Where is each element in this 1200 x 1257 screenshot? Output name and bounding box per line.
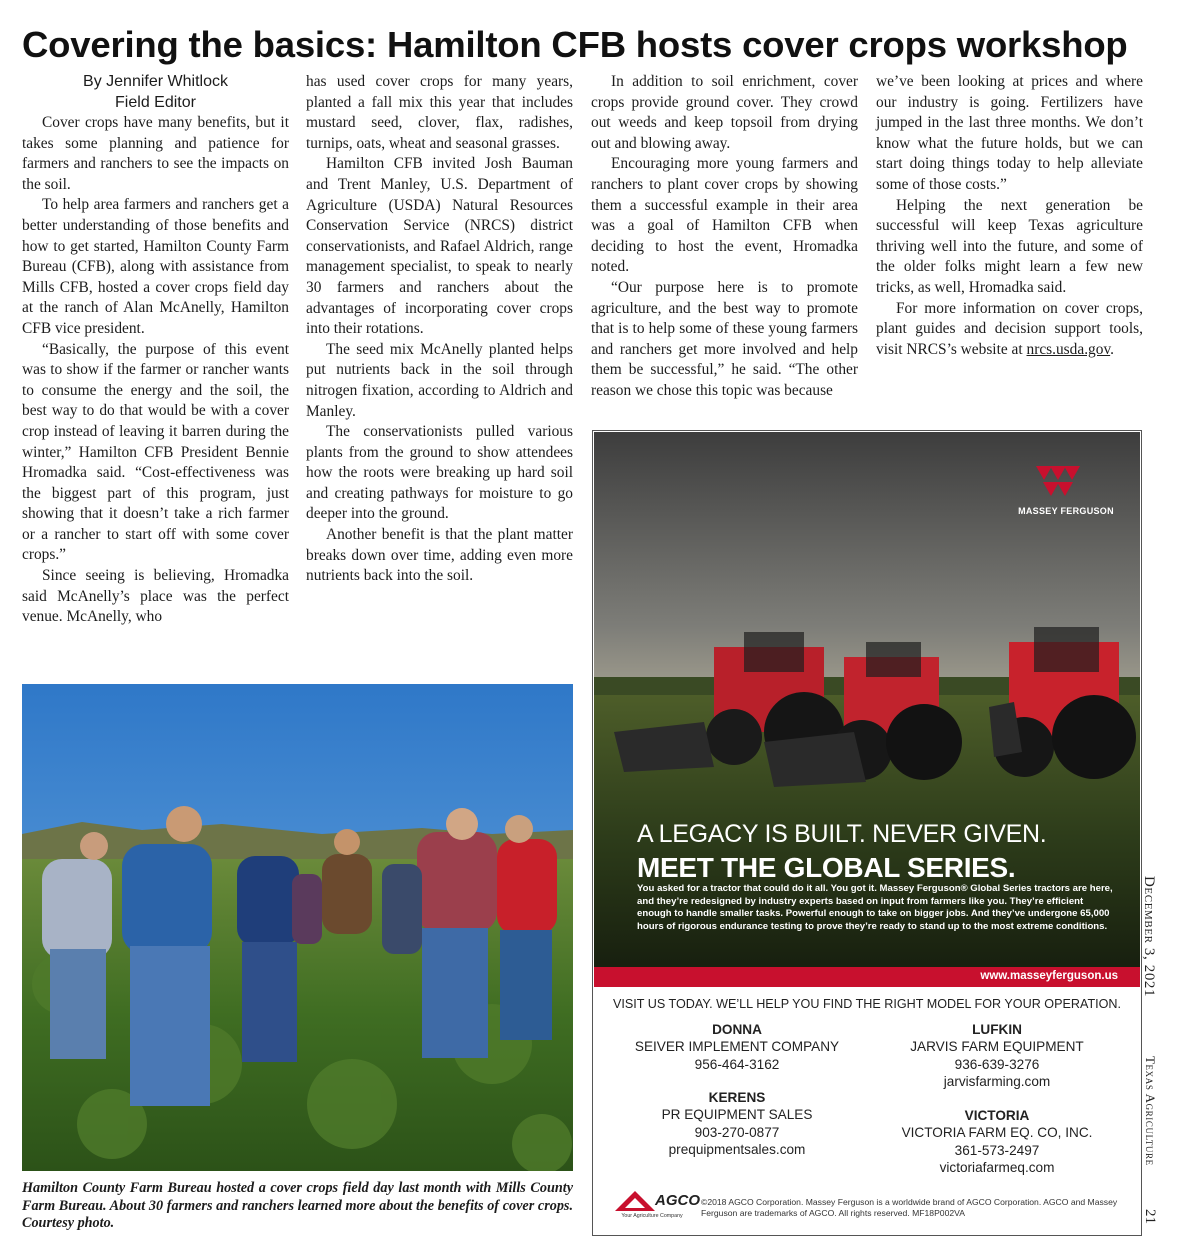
dealer-victoria bbox=[867, 1107, 1127, 1177]
massey-ferguson-ad bbox=[592, 430, 1142, 1236]
dealer-donna bbox=[607, 1021, 867, 1073]
dealer-phone: 361-573-2497 bbox=[954, 1142, 1040, 1158]
field-day-photo-image bbox=[22, 684, 573, 1171]
headline: Covering the basics: Hamilton CFB hosts cover crops workshop bbox=[22, 24, 1128, 65]
article-column-2 bbox=[306, 72, 573, 587]
photo-caption: Hamilton County Farm Bureau hosted a cover crops field day last month with Mills County Farm Bureau. About 30 farmers and ranchers learned more about the benefits of cover crops. Courtesy photo. bbox=[22, 1180, 573, 1232]
paragraph: “Basically, the purpose of this event was to show if the farmer or rancher wants to consume the energy and the soil, the best way to do that would be with a cover crop instead of leaving it barren during the winter,” Hamilton CFB President Bennie Hromadka said. “Cost-effectiveness was the biggest part of this program, just showing that it doesn’t take a rich farmer or a rancher to start off with some cover crops.” bbox=[22, 340, 289, 564]
dealer-city: LUFKIN bbox=[972, 1022, 1022, 1037]
agco-wordmark: AGCO bbox=[655, 1192, 700, 1209]
dealer-kerens bbox=[607, 1089, 867, 1159]
ad-visit-text: VISIT US TODAY. WE’LL HELP YOU FIND THE RIGHT MODEL FOR YOUR OPERATION. bbox=[612, 997, 1122, 1011]
byline-title: Field Editor bbox=[115, 93, 196, 111]
ad-hero-image bbox=[594, 432, 1140, 987]
ad-body-copy: You asked for a tractor that could do it all. You got it. Massey Ferguson® Global Series tractors are here, and they’re redesigned by industry experts based on input from farmers like you. They’re efficient enough to handle smaller tasks. Powerful enough to take on bigger jobs. And they’ve undergone 65,000 hours of rigorous endurance testing to prove they’re ready to stand up to the most extreme conditions. bbox=[637, 883, 1113, 932]
paragraph: has used cover crops for many years, planted a fall mix this year that includes mustard seed, clover, flax, radishes, turnips, oats, wheat and seasonal grasses. bbox=[306, 73, 573, 152]
dealer-lufkin bbox=[867, 1021, 1127, 1091]
paragraph: To help area farmers and ranchers get a better understanding of those benefits and how to get started, Hamilton County Farm Bureau (CFB), along with assistance from Mills CFB, hosted a cover crops field day at the ranch of Alan McAnelly, Hamilton CFB vice president. bbox=[22, 196, 289, 337]
ad-url-link[interactable]: www.masseyferguson.us bbox=[980, 970, 1118, 982]
dealer-city: KERENS bbox=[708, 1090, 766, 1105]
ad-tagline: A LEGACY IS BUILT. NEVER GIVEN. bbox=[637, 820, 1047, 848]
dealer-phone: 956-464-3162 bbox=[694, 1056, 780, 1072]
ad-headline: MEET THE GLOBAL SERIES. bbox=[637, 852, 1016, 883]
ad-brand-name: MASSEY FERGUSON bbox=[1018, 506, 1114, 516]
paragraph: Another benefit is that the plant matter breaks down over time, adding even more nutrients back into the soil. bbox=[306, 526, 573, 585]
agco-triangle-icon bbox=[615, 1191, 655, 1213]
dealer-name: SEIVER IMPLEMENT COMPANY bbox=[634, 1039, 840, 1055]
paragraph: In addition to soil enrichment, cover crops provide ground cover. They crowd out weeds and keep topsoil from drying out and blowing away. bbox=[591, 73, 858, 152]
page-date: December 3, 2021 bbox=[1141, 876, 1157, 998]
paragraph: Since seeing is believing, Hromadka said McAnelly’s place was the perfect venue. McAnelly, who bbox=[22, 567, 289, 626]
agco-logo bbox=[615, 1191, 700, 1225]
dealer-name: JARVIS FARM EQUIPMENT bbox=[910, 1039, 1084, 1055]
ad-legal-text: ©2018 AGCO Corporation. Massey Ferguson is a worldwide brand of AGCO Corporation. AGCO and Massey Ferguson are trademarks of AGCO. All rights reserved. MF18P002VA bbox=[701, 1197, 1118, 1219]
byline-name: By Jennifer Whitlock bbox=[83, 73, 228, 90]
dealer-name: VICTORIA FARM EQ. CO, INC. bbox=[901, 1125, 1093, 1141]
article-column-1 bbox=[22, 72, 289, 628]
agco-tagline: Your Agriculture Company bbox=[621, 1213, 683, 1219]
paragraph bbox=[876, 299, 1143, 361]
dealer-phone: 903-270-0877 bbox=[694, 1124, 780, 1140]
page-number: 21 bbox=[1142, 1209, 1158, 1224]
field-day-photo bbox=[22, 684, 573, 1171]
publication-name: Texas Agriculture bbox=[1143, 1056, 1158, 1166]
dealer-website[interactable]: jarvisfarming.com bbox=[943, 1074, 1051, 1090]
nrcs-link[interactable]: nrcs.usda.gov bbox=[1026, 340, 1111, 358]
paragraph: Hamilton CFB invited Josh Bauman and Trent Manley, U.S. Department of Agriculture (USDA) Natural Resources Conservation Service (NRCS) district conservationists, and Rafael Aldrich, range management specialist, to speak to nearly 30 farmers and ranchers about the advantages of incorporating cover crops into their rotations. bbox=[306, 155, 573, 338]
ad-url-bar bbox=[594, 967, 1140, 987]
paragraph: “Our purpose here is to promote agriculture, and the best way to promote that is to help some of these young farmers and ranchers get more involved and help them be successful,” he said. “The other reason we chose this topic was because bbox=[591, 278, 858, 399]
paragraph: we’ve been looking at prices and where our industry is going. Fertilizers have jumped in the last three months. We don’t know what the future holds, but we can start doing things today to help alleviate some of those costs.” bbox=[876, 73, 1143, 193]
dealer-city: VICTORIA bbox=[964, 1108, 1030, 1123]
paragraph: The conservationists pulled various plants from the ground to show attendees how the roots were breaking up hard soil and creating pathways for moisture to go deeper into the ground. bbox=[306, 423, 573, 523]
paragraph-text: For more information on cover crops, plant guides and decision support tools, visit NRCS’s website at bbox=[876, 299, 1143, 358]
article-column-3 bbox=[591, 72, 858, 402]
paragraph: Cover crops have many benefits, but it takes some planning and patience for farmers and ranchers to see the impacts on the soil. bbox=[22, 114, 289, 193]
article-column-4 bbox=[876, 72, 1143, 360]
paragraph: Encouraging more young farmers and ranchers to plant cover crops by showing them a successful example in their area was a goal of Hamilton CFB when deciding to host the event, Hromadka noted. bbox=[591, 155, 858, 276]
dealer-name: PR EQUIPMENT SALES bbox=[661, 1107, 813, 1123]
dealer-website[interactable]: prequipmentsales.com bbox=[668, 1142, 806, 1158]
dealer-website[interactable]: victoriafarmeq.com bbox=[939, 1160, 1055, 1176]
dealer-city: DONNA bbox=[712, 1022, 762, 1037]
dealer-phone: 936-639-3276 bbox=[954, 1056, 1040, 1072]
paragraph: Helping the next generation be successful will keep Texas agriculture thriving well into the future, and some of the older folks might learn a few new tricks, as well, Hromadka said. bbox=[876, 196, 1143, 296]
paragraph: The seed mix McAnelly planted helps put nutrients back in the soil through nitrogen fixation, according to Aldrich and Manley. bbox=[306, 340, 573, 420]
paragraph-end: . bbox=[1110, 340, 1114, 358]
